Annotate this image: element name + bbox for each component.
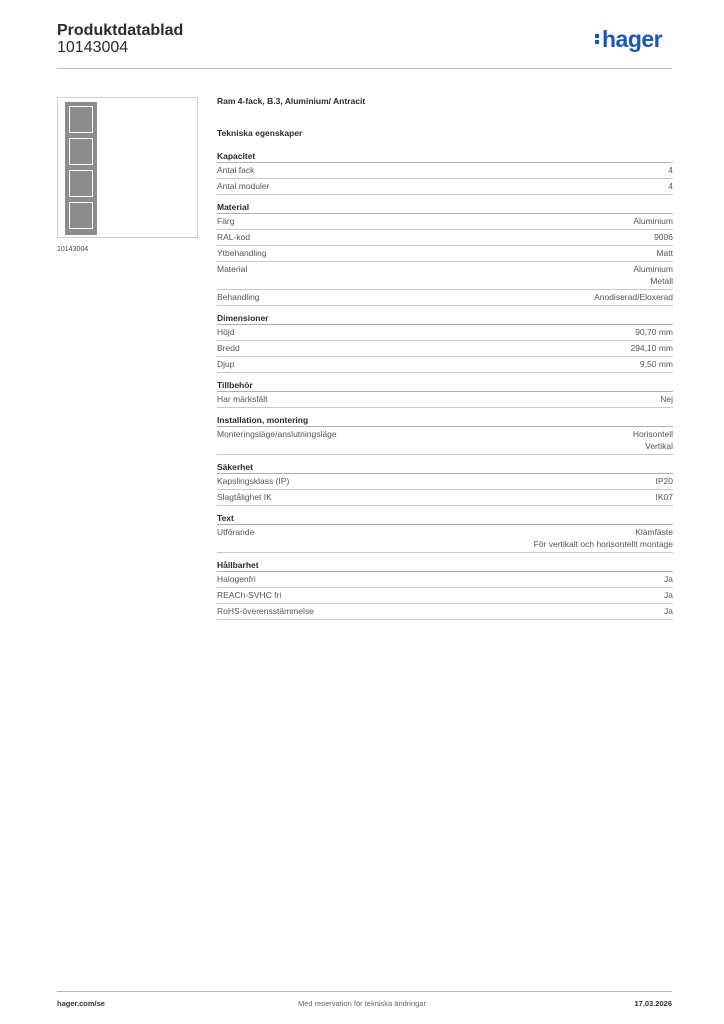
logo-text: hager	[602, 26, 663, 52]
product-name: Ram 4-fack, B.3, Aluminium/ Antracit	[217, 96, 366, 106]
spec-section	[217, 415, 673, 455]
spec-row	[217, 490, 673, 506]
spec-content	[217, 96, 673, 627]
spec-value-line: Ja	[664, 590, 673, 600]
spec-label: Utförande	[217, 527, 255, 537]
logo-dots-icon	[595, 32, 600, 46]
spec-row	[217, 525, 673, 553]
spec-row	[217, 214, 673, 230]
spec-value	[633, 263, 673, 287]
spec-row	[217, 588, 673, 604]
spec-row	[217, 230, 673, 246]
section-title: Säkerhet	[217, 462, 673, 474]
spec-value	[656, 491, 674, 503]
spec-row	[217, 246, 673, 262]
spec-value	[668, 164, 673, 176]
spec-label: RoHS-överensstämmelse	[217, 606, 314, 616]
spec-value	[656, 247, 673, 259]
spec-row	[217, 572, 673, 588]
spec-row	[217, 357, 673, 373]
spec-section	[217, 560, 673, 620]
spec-row	[217, 392, 673, 408]
spec-label: Färg	[217, 216, 235, 226]
spec-value	[594, 291, 673, 303]
tech-properties-title: Tekniska egenskaper	[217, 128, 303, 138]
spec-value-line: 90,70 mm	[635, 327, 673, 337]
spec-section	[217, 462, 673, 506]
frame-slot	[69, 138, 93, 165]
spec-row	[217, 163, 673, 179]
spec-value	[635, 326, 673, 338]
spec-value-line: 294,10 mm	[630, 343, 673, 353]
spec-value	[660, 393, 673, 405]
spec-section	[217, 380, 673, 408]
spec-value	[640, 358, 673, 370]
spec-value	[654, 231, 673, 243]
footer-website: hager.com/se	[57, 999, 105, 1008]
spec-row	[217, 474, 673, 490]
spec-label: Ytbehandling	[217, 248, 267, 258]
spec-row	[217, 427, 673, 455]
spec-value-line: 4	[668, 181, 673, 191]
spec-section	[217, 202, 673, 306]
section-title: Tillbehör	[217, 380, 673, 392]
section-title: Material	[217, 202, 673, 214]
frame-slot	[69, 170, 93, 197]
spec-value	[664, 589, 673, 601]
spec-label: Material	[217, 264, 248, 274]
spec-label: Slagtålighet IK	[217, 492, 272, 502]
spec-value-line: IK07	[655, 492, 673, 502]
frame-slot	[69, 106, 93, 133]
spec-label: Antal moduler	[217, 181, 270, 191]
header-divider	[57, 68, 672, 69]
spec-value-line: Matt	[656, 248, 673, 258]
spec-label: Höjd	[217, 327, 235, 337]
spec-label: Behandling	[217, 292, 260, 302]
spec-value	[668, 180, 673, 192]
footer-divider	[57, 991, 672, 992]
spec-row	[217, 325, 673, 341]
frame-slot	[69, 202, 93, 229]
spec-value-line: Nej	[660, 394, 673, 404]
spec-row	[217, 262, 673, 290]
spec-value-line: Anodiserad/Eloxerad	[594, 292, 673, 302]
product-image	[57, 97, 198, 238]
spec-value-line: Aluminium	[633, 216, 673, 226]
spec-value	[664, 605, 673, 617]
spec-section	[217, 313, 673, 373]
spec-value-line: Aluminium	[633, 264, 673, 274]
footer-note: Med reservation för tekniska ändringar	[298, 999, 426, 1008]
spec-value-line: För vertikalt och horisontellt montage	[533, 539, 673, 549]
page-title: Produktdatablad	[57, 22, 184, 39]
spec-value-line: Ja	[664, 606, 673, 616]
spec-row	[217, 604, 673, 620]
spec-row	[217, 341, 673, 357]
spec-section	[217, 513, 673, 553]
spec-label: REACh-SVHC fri	[217, 590, 282, 600]
footer-date: 17.03.2026	[634, 999, 672, 1008]
section-title: Dimensioner	[217, 313, 673, 325]
section-title: Kapacitet	[217, 151, 673, 163]
spec-label: Monteringsläge/anslutningsläge	[217, 429, 337, 439]
spec-row	[217, 290, 673, 306]
spec-value-line: Klämfäste	[635, 527, 673, 537]
spec-label: Antal fack	[217, 165, 255, 175]
spec-label: Har märksfält	[217, 394, 268, 404]
section-title: Text	[217, 513, 673, 525]
spec-value-line: 9,50 mm	[639, 359, 673, 369]
spec-value	[630, 342, 673, 354]
spec-value-line: Vertikal	[645, 441, 673, 451]
spec-value-line: Horisontell	[632, 429, 673, 439]
spec-value-line: 9006	[654, 232, 673, 242]
spec-value-line: Ja	[664, 574, 673, 584]
spec-label: Kapslingsklass (IP)	[217, 476, 290, 486]
frame-4-gang-image	[65, 102, 97, 235]
spec-value	[664, 573, 673, 585]
spec-value	[534, 526, 673, 550]
spec-row	[217, 179, 673, 195]
spec-label: RAL-kod	[217, 232, 251, 242]
spec-sections	[217, 151, 673, 620]
spec-value-line: 4	[668, 165, 673, 175]
spec-section	[217, 151, 673, 195]
spec-value	[633, 215, 673, 227]
hager-logo	[595, 26, 662, 53]
spec-value-line: IP20	[655, 476, 673, 486]
section-title: Installation, montering	[217, 415, 673, 427]
spec-label: Halogenfri	[217, 574, 256, 584]
spec-value	[656, 475, 674, 487]
section-title: Hållbarhet	[217, 560, 673, 572]
image-caption: 10143004	[57, 246, 89, 253]
spec-value-line: Metall	[650, 276, 673, 286]
spec-value	[633, 428, 673, 452]
spec-label: Bredd	[217, 343, 240, 353]
spec-label: Djup	[217, 359, 235, 369]
product-number: 10143004	[57, 39, 129, 56]
